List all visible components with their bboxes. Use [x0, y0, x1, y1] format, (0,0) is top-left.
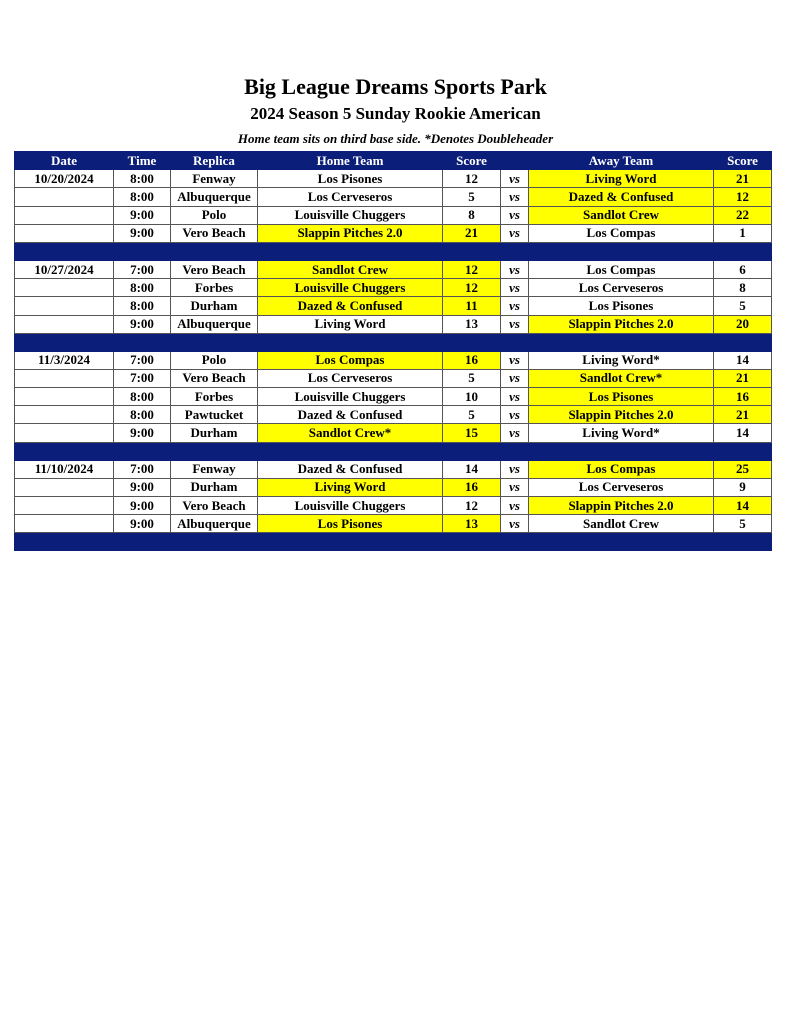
separator-cell [114, 533, 171, 551]
date-cell: 11/3/2024 [15, 351, 114, 369]
field-cell: Vero Beach [171, 369, 258, 387]
separator-cell [443, 333, 501, 351]
away-team-cell: Sandlot Crew [529, 206, 714, 224]
time-cell: 8:00 [114, 170, 171, 188]
away-score-cell: 25 [714, 460, 772, 478]
field-cell: Fenway [171, 170, 258, 188]
separator-cell [443, 242, 501, 260]
week-separator-row [15, 242, 772, 260]
separator-cell [114, 333, 171, 351]
home-score-cell: 16 [443, 478, 501, 496]
home-score-cell: 16 [443, 351, 501, 369]
time-cell: 9:00 [114, 515, 171, 533]
away-score-cell: 14 [714, 497, 772, 515]
date-cell [15, 424, 114, 442]
game-row [15, 478, 772, 496]
schedule-note: Home team sits on third base side. *Denotes Doubleheader [237, 131, 554, 146]
home-team-cell: Los Cerveseros [258, 188, 443, 206]
home-score-cell: 5 [443, 188, 501, 206]
game-row [15, 170, 772, 188]
time-cell: 9:00 [114, 424, 171, 442]
separator-cell [714, 533, 772, 551]
away-score-cell: 22 [714, 206, 772, 224]
away-score-cell: 1 [714, 224, 772, 242]
date-cell [15, 224, 114, 242]
time-cell: 8:00 [114, 388, 171, 406]
date-cell: 11/10/2024 [15, 460, 114, 478]
away-score-cell: 14 [714, 351, 772, 369]
vs-cell: vs [501, 497, 529, 515]
home-team-cell: Los Cerveseros [258, 369, 443, 387]
column-header-time: Time [114, 152, 171, 170]
away-score-cell: 8 [714, 279, 772, 297]
away-team-cell: Los Pisones [529, 388, 714, 406]
game-row [15, 315, 772, 333]
game-row [15, 279, 772, 297]
home-team-cell: Louisville Chuggers [258, 388, 443, 406]
field-cell: Durham [171, 424, 258, 442]
separator-cell [501, 333, 529, 351]
column-header-home-team: Home Team [258, 152, 443, 170]
date-cell [15, 406, 114, 424]
time-cell: 9:00 [114, 497, 171, 515]
field-cell: Forbes [171, 279, 258, 297]
away-team-cell: Los Cerveseros [529, 478, 714, 496]
separator-cell [443, 442, 501, 460]
home-score-cell: 13 [443, 515, 501, 533]
field-cell: Forbes [171, 388, 258, 406]
away-team-cell: Slappin Pitches 2.0 [529, 406, 714, 424]
time-cell: 9:00 [114, 478, 171, 496]
game-row [15, 188, 772, 206]
separator-cell [258, 333, 443, 351]
home-score-cell: 15 [443, 424, 501, 442]
date-cell: 10/27/2024 [15, 260, 114, 278]
separator-cell [258, 533, 443, 551]
away-team-cell: Living Word* [529, 424, 714, 442]
game-row [15, 206, 772, 224]
home-score-cell: 12 [443, 497, 501, 515]
field-cell: Polo [171, 206, 258, 224]
away-score-cell: 21 [714, 369, 772, 387]
vs-cell: vs [501, 351, 529, 369]
field-cell: Albuquerque [171, 515, 258, 533]
away-score-cell: 5 [714, 515, 772, 533]
field-cell: Pawtucket [171, 406, 258, 424]
field-cell: Durham [171, 297, 258, 315]
date-cell [15, 206, 114, 224]
column-header-away-team: Away Team [529, 152, 714, 170]
vs-cell: vs [501, 388, 529, 406]
game-row [15, 497, 772, 515]
separator-cell [529, 442, 714, 460]
vs-cell: vs [501, 424, 529, 442]
time-cell: 8:00 [114, 406, 171, 424]
separator-cell [529, 533, 714, 551]
schedule-table [14, 151, 772, 551]
separator-cell [15, 442, 114, 460]
time-cell: 9:00 [114, 224, 171, 242]
home-team-cell: Louisville Chuggers [258, 279, 443, 297]
home-team-cell: Living Word [258, 315, 443, 333]
home-score-cell: 10 [443, 388, 501, 406]
header-row [15, 152, 772, 170]
field-cell: Vero Beach [171, 224, 258, 242]
separator-cell [443, 533, 501, 551]
vs-cell: vs [501, 206, 529, 224]
time-cell: 9:00 [114, 206, 171, 224]
date-cell [15, 497, 114, 515]
away-score-cell: 9 [714, 478, 772, 496]
home-score-cell: 5 [443, 369, 501, 387]
date-cell [15, 388, 114, 406]
home-team-cell: Dazed & Confused [258, 406, 443, 424]
schedule-body [15, 170, 772, 551]
home-team-cell: Los Compas [258, 351, 443, 369]
home-score-cell: 12 [443, 170, 501, 188]
field-cell: Fenway [171, 460, 258, 478]
home-score-cell: 13 [443, 315, 501, 333]
away-score-cell: 21 [714, 170, 772, 188]
vs-cell: vs [501, 297, 529, 315]
away-score-cell: 14 [714, 424, 772, 442]
home-team-cell: Louisville Chuggers [258, 206, 443, 224]
date-cell [15, 478, 114, 496]
home-team-cell: Dazed & Confused [258, 460, 443, 478]
vs-cell: vs [501, 279, 529, 297]
vs-cell: vs [501, 478, 529, 496]
away-score-cell: 16 [714, 388, 772, 406]
separator-cell [171, 333, 258, 351]
date-cell [15, 515, 114, 533]
separator-cell [714, 442, 772, 460]
home-team-cell: Sandlot Crew [258, 260, 443, 278]
game-row [15, 369, 772, 387]
away-score-cell: 20 [714, 315, 772, 333]
separator-cell [171, 533, 258, 551]
home-team-cell: Slappin Pitches 2.0 [258, 224, 443, 242]
home-score-cell: 11 [443, 297, 501, 315]
vs-cell: vs [501, 260, 529, 278]
separator-cell [529, 333, 714, 351]
week-separator-row [15, 533, 772, 551]
date-cell [15, 188, 114, 206]
game-row [15, 260, 772, 278]
game-row [15, 388, 772, 406]
column-header-date: Date [15, 152, 114, 170]
away-score-cell: 6 [714, 260, 772, 278]
field-cell: Vero Beach [171, 260, 258, 278]
separator-cell [258, 442, 443, 460]
column-header-away-score: Score [714, 152, 772, 170]
away-score-cell: 12 [714, 188, 772, 206]
vs-cell: vs [501, 224, 529, 242]
away-team-cell: Slappin Pitches 2.0 [529, 497, 714, 515]
vs-cell: vs [501, 369, 529, 387]
game-row [15, 515, 772, 533]
away-team-cell: Los Pisones [529, 297, 714, 315]
home-score-cell: 5 [443, 406, 501, 424]
separator-cell [15, 242, 114, 260]
game-row [15, 224, 772, 242]
away-team-cell: Los Cerveseros [529, 279, 714, 297]
separator-cell [501, 533, 529, 551]
vs-cell: vs [501, 315, 529, 333]
field-cell: Polo [171, 351, 258, 369]
time-cell: 7:00 [114, 460, 171, 478]
time-cell: 8:00 [114, 188, 171, 206]
separator-cell [258, 242, 443, 260]
time-cell: 7:00 [114, 369, 171, 387]
week-separator-row [15, 333, 772, 351]
separator-cell [171, 242, 258, 260]
field-cell: Durham [171, 478, 258, 496]
game-row [15, 406, 772, 424]
field-cell: Albuquerque [171, 315, 258, 333]
game-row [15, 297, 772, 315]
date-cell [15, 279, 114, 297]
separator-cell [114, 242, 171, 260]
away-team-cell: Los Compas [529, 460, 714, 478]
vs-cell: vs [501, 188, 529, 206]
game-row [15, 460, 772, 478]
game-row [15, 424, 772, 442]
home-team-cell: Los Pisones [258, 170, 443, 188]
home-team-cell: Dazed & Confused [258, 297, 443, 315]
date-cell: 10/20/2024 [15, 170, 114, 188]
column-header-vs [501, 152, 529, 170]
away-team-cell: Sandlot Crew* [529, 369, 714, 387]
separator-cell [15, 333, 114, 351]
vs-cell: vs [501, 406, 529, 424]
time-cell: 7:00 [114, 260, 171, 278]
date-cell [15, 369, 114, 387]
away-team-cell: Dazed & Confused [529, 188, 714, 206]
home-team-cell: Los Pisones [258, 515, 443, 533]
home-team-cell: Living Word [258, 478, 443, 496]
separator-cell [15, 533, 114, 551]
separator-cell [714, 333, 772, 351]
week-separator-row [15, 442, 772, 460]
away-team-cell: Living Word [529, 170, 714, 188]
separator-cell [501, 442, 529, 460]
separator-cell [171, 442, 258, 460]
date-cell [15, 315, 114, 333]
date-cell [15, 297, 114, 315]
column-header-replica: Replica [171, 152, 258, 170]
away-team-cell: Los Compas [529, 224, 714, 242]
game-row [15, 351, 772, 369]
time-cell: 8:00 [114, 279, 171, 297]
home-score-cell: 21 [443, 224, 501, 242]
vs-cell: vs [501, 515, 529, 533]
separator-cell [714, 242, 772, 260]
time-cell: 8:00 [114, 297, 171, 315]
away-team-cell: Sandlot Crew [529, 515, 714, 533]
away-score-cell: 5 [714, 297, 772, 315]
away-team-cell: Los Compas [529, 260, 714, 278]
away-score-cell: 21 [714, 406, 772, 424]
separator-cell [114, 442, 171, 460]
home-score-cell: 14 [443, 460, 501, 478]
home-score-cell: 12 [443, 279, 501, 297]
vs-cell: vs [501, 460, 529, 478]
home-score-cell: 12 [443, 260, 501, 278]
home-team-cell: Louisville Chuggers [258, 497, 443, 515]
home-score-cell: 8 [443, 206, 501, 224]
away-team-cell: Living Word* [529, 351, 714, 369]
time-cell: 9:00 [114, 315, 171, 333]
column-header-home-score: Score [443, 152, 501, 170]
separator-cell [501, 242, 529, 260]
away-team-cell: Slappin Pitches 2.0 [529, 315, 714, 333]
field-cell: Albuquerque [171, 188, 258, 206]
page-subtitle: 2024 Season 5 Sunday Rookie American [250, 104, 541, 123]
home-team-cell: Sandlot Crew* [258, 424, 443, 442]
separator-cell [529, 242, 714, 260]
field-cell: Vero Beach [171, 497, 258, 515]
vs-cell: vs [501, 170, 529, 188]
page-title: Big League Dreams Sports Park [244, 74, 547, 99]
time-cell: 7:00 [114, 351, 171, 369]
